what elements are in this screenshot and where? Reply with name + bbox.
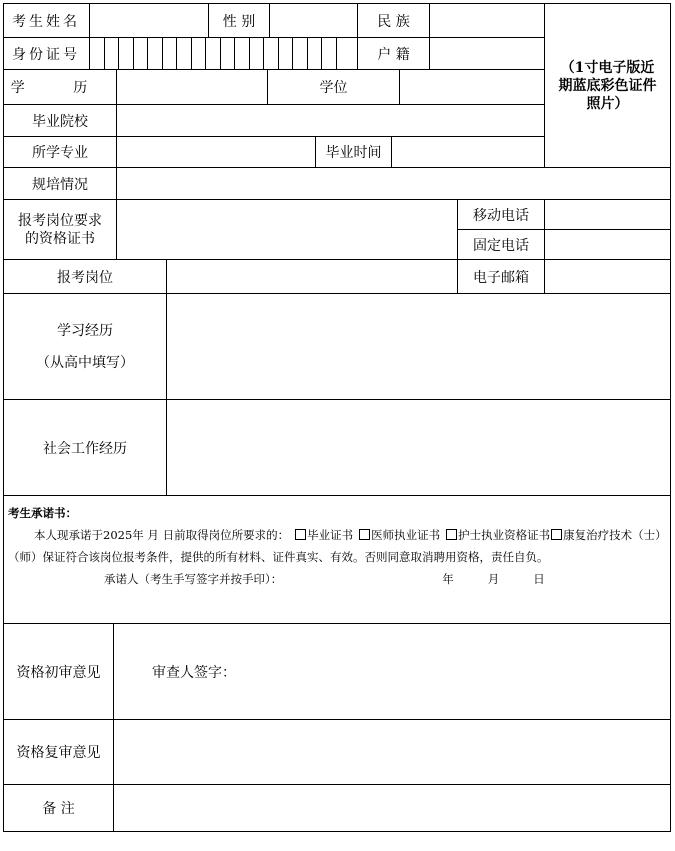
field-name[interactable] <box>89 3 209 38</box>
label-graduation-time: 毕业时间 <box>315 136 392 168</box>
option-graduation: 毕业证书 <box>307 528 354 542</box>
pledge-month: 月 <box>487 572 500 586</box>
field-initial-review[interactable] <box>113 623 671 720</box>
field-gender[interactable] <box>269 3 358 38</box>
pledge-body <box>8 524 666 568</box>
pledge-text-2: 保证符合该岗位报考条件，提供的所有材料、证件真实、有效。否则同意取消聘用资格，责任自负。 <box>42 550 549 564</box>
label-household: 户 籍 <box>357 37 430 70</box>
id-digit-divider <box>249 38 250 69</box>
id-digit-divider <box>292 38 293 69</box>
checkbox-nurse[interactable] <box>446 529 457 540</box>
pledge-year: 年 <box>442 572 454 586</box>
pledge-signature-line <box>8 568 666 590</box>
id-digit-divider <box>278 38 279 69</box>
label-major: 所学专业 <box>3 136 117 168</box>
checkbox-graduation[interactable] <box>295 529 306 540</box>
label-study-line1: 学习经历 <box>57 322 113 339</box>
label-name: 考生姓名 <box>3 3 90 38</box>
label-gender: 性 别 <box>208 3 270 38</box>
checkbox-rehab[interactable] <box>551 529 562 540</box>
label-mobile: 移动电话 <box>457 199 545 230</box>
id-digit-divider <box>220 38 221 69</box>
label-second-review: 资格复审意见 <box>3 719 114 785</box>
field-ethnicity[interactable] <box>429 3 545 38</box>
field-landline[interactable] <box>544 229 671 260</box>
field-education[interactable] <box>116 69 268 105</box>
label-study-line2: （从高中填写） <box>36 354 134 371</box>
field-household[interactable] <box>429 37 545 70</box>
pledge-day: 日 <box>533 572 545 586</box>
pledge-title: 考生承诺书： <box>8 506 77 520</box>
field-position[interactable] <box>166 259 458 294</box>
field-graduation-time[interactable] <box>391 136 545 168</box>
field-mobile[interactable] <box>544 199 671 230</box>
option-physician: 医师执业证书 <box>371 528 441 542</box>
field-email[interactable] <box>544 259 671 294</box>
label-email: 电子邮箱 <box>457 259 545 294</box>
id-digit-divider <box>263 38 264 69</box>
label-graduate-school: 毕业院校 <box>3 104 117 137</box>
id-digit-divider <box>321 38 322 69</box>
label-id-number: 身份证号 <box>3 37 90 70</box>
field-certificate[interactable] <box>116 199 458 260</box>
field-remarks[interactable] <box>113 784 671 832</box>
label-certificate-line2: 的资格证书 <box>25 230 95 247</box>
field-degree[interactable] <box>399 69 545 105</box>
id-digit-divider <box>336 38 337 69</box>
id-digit-divider <box>147 38 148 69</box>
id-digit-divider <box>118 38 119 69</box>
id-digit-divider <box>176 38 177 69</box>
label-remarks: 备 注 <box>3 784 114 832</box>
reviewer-signature-label: 审查人签字： <box>152 664 236 681</box>
field-training[interactable] <box>116 167 458 200</box>
checkbox-physician[interactable] <box>359 529 370 540</box>
id-digit-divider <box>191 38 192 69</box>
label-degree: 学位 <box>267 69 400 105</box>
label-position: 报考岗位 <box>3 259 167 294</box>
label-certificate-line1: 报考岗位要求 <box>18 212 102 229</box>
id-digit-divider <box>307 38 308 69</box>
pledge-signer: 承诺人（考生手写签字并按手印）： <box>104 572 283 586</box>
field-training-extra[interactable] <box>457 167 671 200</box>
field-work-experience[interactable] <box>166 399 671 496</box>
field-study-experience[interactable] <box>166 293 671 400</box>
pledge-section <box>3 495 671 624</box>
id-digit-divider <box>205 38 206 69</box>
label-study-experience <box>3 293 167 400</box>
id-digit-divider <box>162 38 163 69</box>
photo-text-3: 照片） <box>586 95 629 112</box>
pledge-text-1: 本人现承诺于2025年 月 日前取得岗位所要求的： <box>34 528 290 542</box>
field-second-review[interactable] <box>113 719 671 785</box>
option-rehab: 康复治疗技术（士）（师） <box>8 528 661 564</box>
id-digit-divider <box>133 38 134 69</box>
photo-text-1: （1寸电子版近 <box>560 59 655 76</box>
photo-area[interactable] <box>544 3 671 168</box>
label-landline: 固定电话 <box>457 229 545 260</box>
label-education: 学 历 <box>3 69 117 105</box>
label-ethnicity: 民 族 <box>357 3 430 38</box>
field-id-number[interactable] <box>89 37 358 70</box>
option-nurse: 护士执业资格证书 <box>458 528 551 542</box>
label-work-experience: 社会工作经历 <box>3 399 167 496</box>
label-initial-review: 资格初审意见 <box>3 623 114 720</box>
field-graduate-school[interactable] <box>116 104 545 137</box>
id-digit-divider <box>104 38 105 69</box>
id-digit-divider <box>234 38 235 69</box>
photo-text-2: 期蓝底彩色证件 <box>558 77 657 94</box>
field-major[interactable] <box>116 136 316 168</box>
label-training: 规培情况 <box>3 167 117 200</box>
label-certificate <box>3 199 117 260</box>
